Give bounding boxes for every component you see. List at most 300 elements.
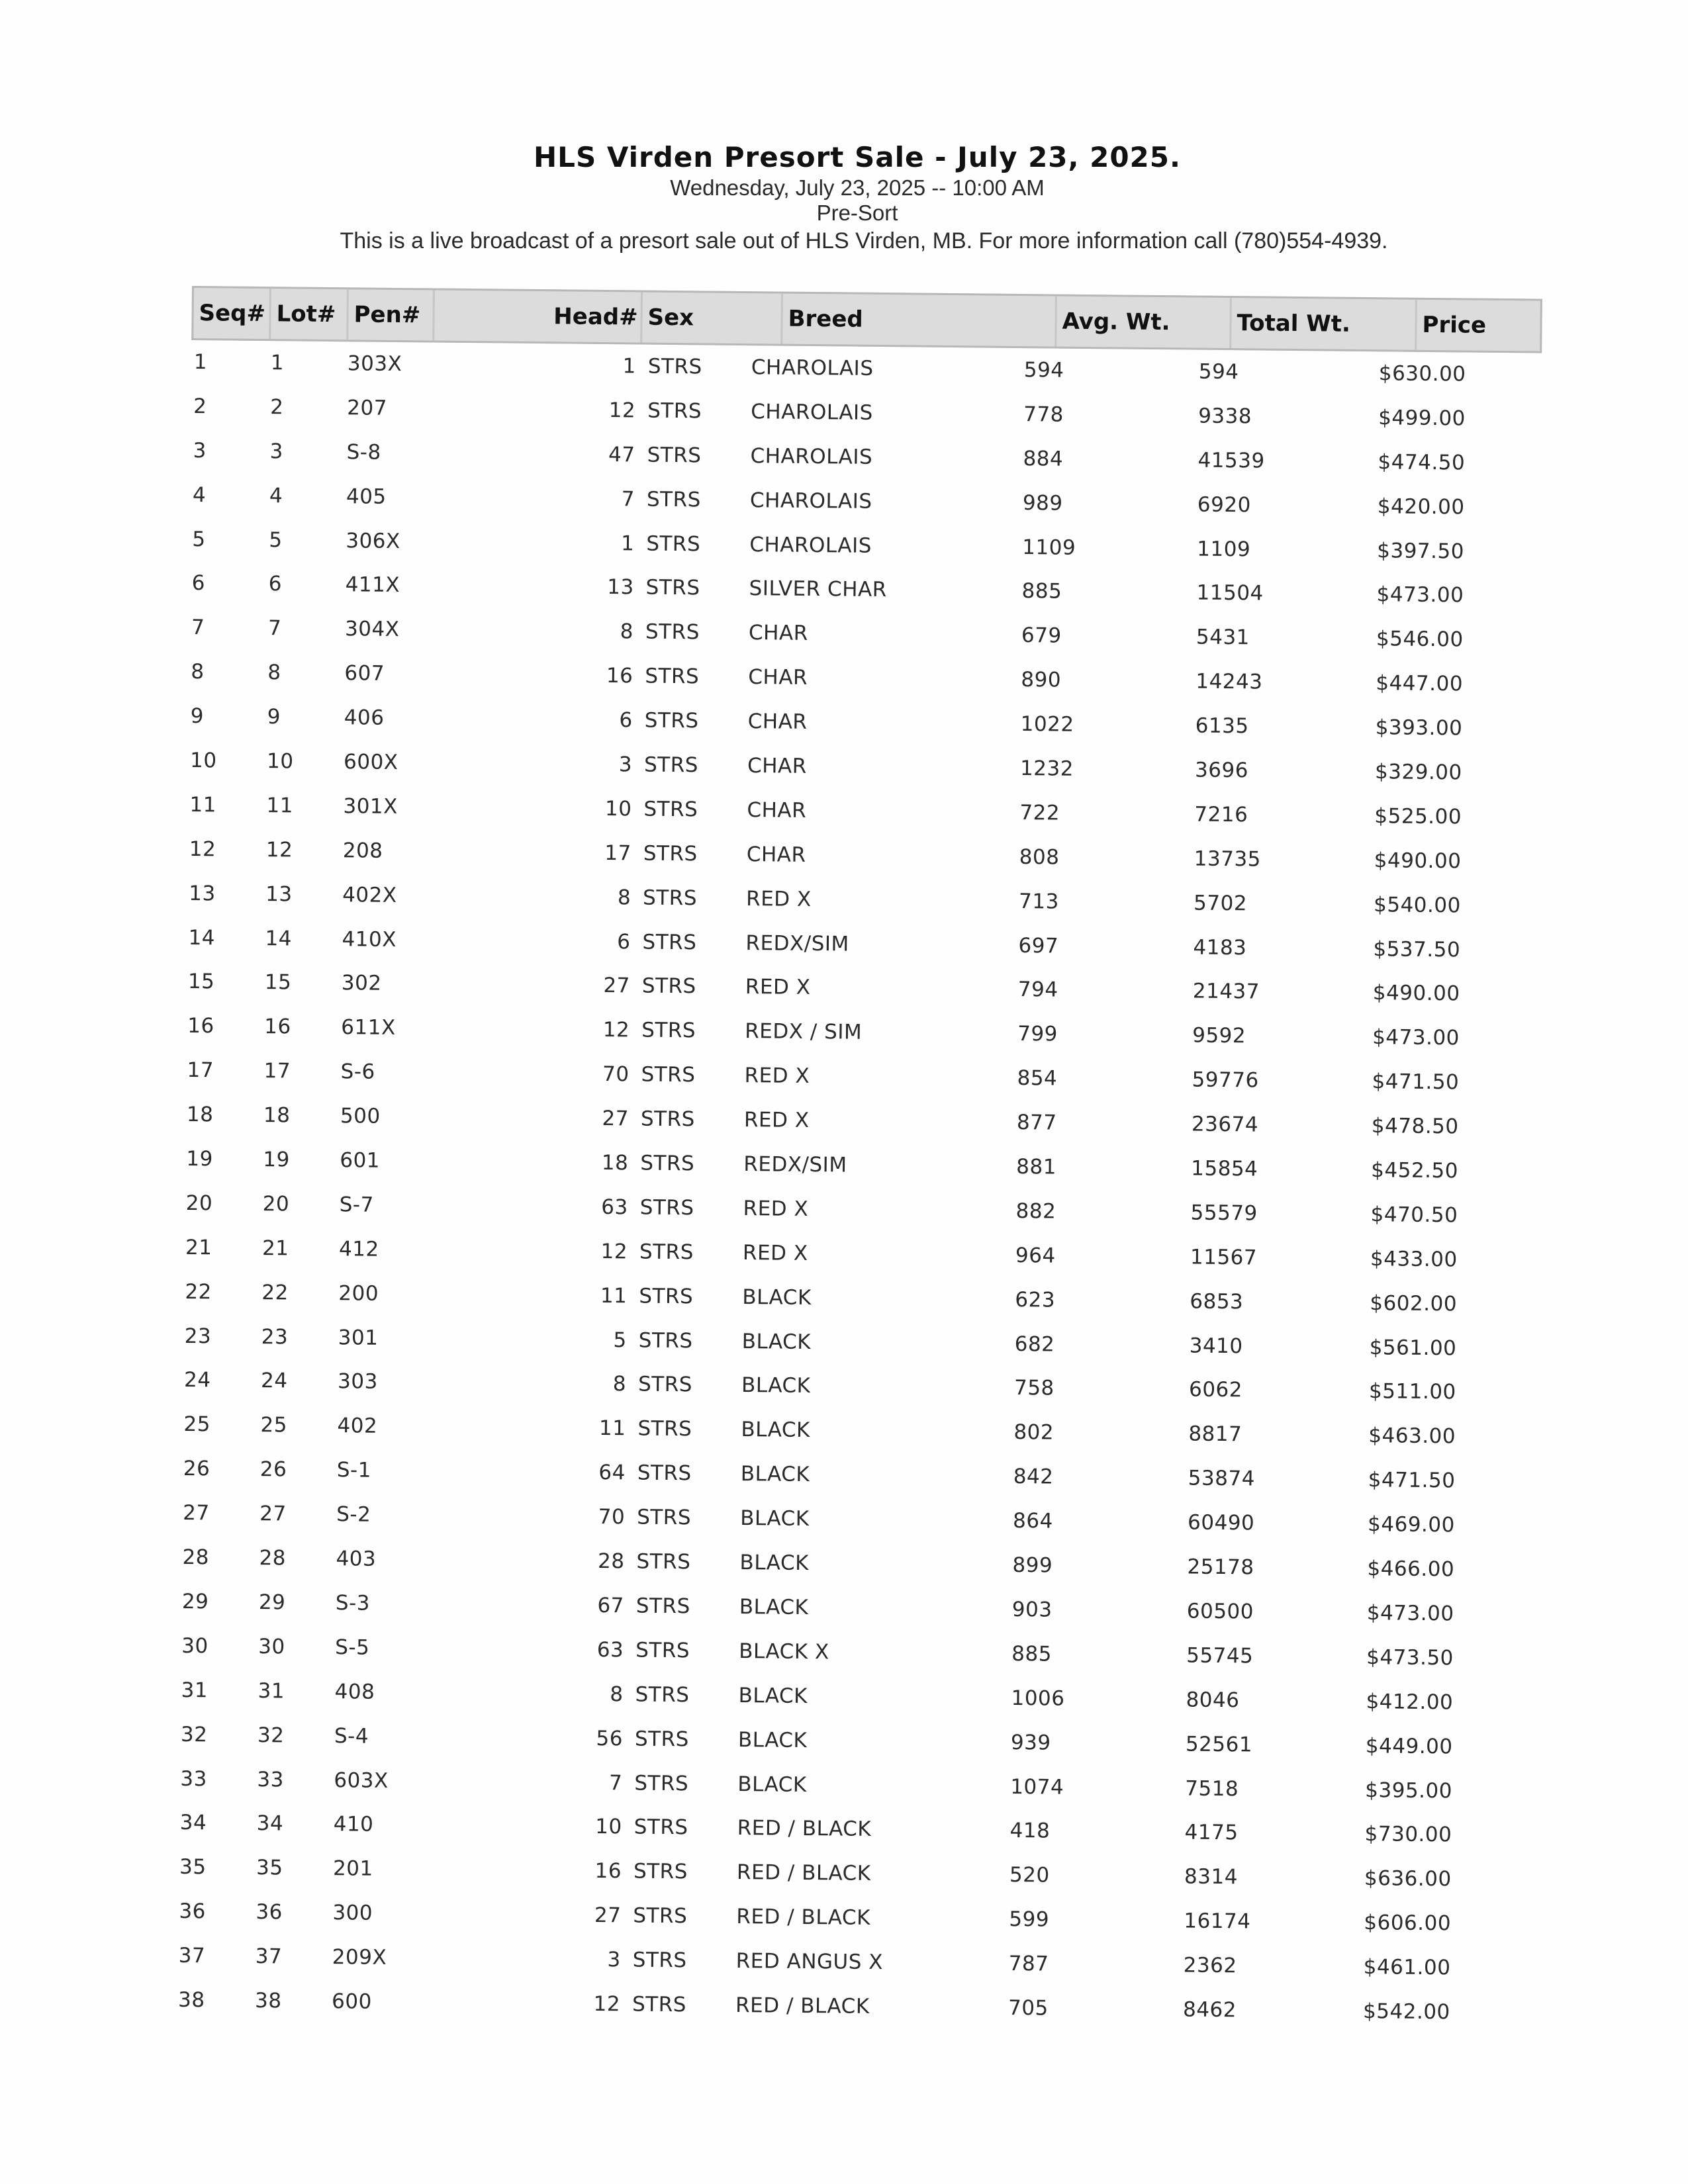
lot-cell: 35 — [256, 1856, 283, 1880]
sex-cell: STRS — [647, 398, 702, 424]
column-header-sex: Sex — [642, 293, 783, 344]
avg-weight-cell: 884 — [1023, 446, 1064, 471]
price-cell: $730.00 — [1364, 1822, 1452, 1847]
head-count-cell: 70 — [602, 1062, 630, 1087]
avg-weight-cell: 787 — [1008, 1952, 1049, 1976]
price-cell: $473.00 — [1366, 1601, 1454, 1626]
seq-cell: 28 — [182, 1545, 210, 1570]
seq-cell: 3 — [193, 438, 207, 463]
price-cell: $473.00 — [1372, 1025, 1460, 1050]
pen-cell: 607 — [344, 661, 385, 686]
price-cell: $433.00 — [1370, 1246, 1458, 1272]
pen-cell: S-1 — [336, 1458, 372, 1482]
pen-cell: 601 — [340, 1148, 381, 1173]
price-cell: $471.50 — [1368, 1468, 1456, 1493]
lot-cell: 37 — [255, 1944, 283, 1969]
breed-cell: REDX / SIM — [745, 1019, 863, 1045]
seq-cell: 21 — [185, 1235, 212, 1260]
avg-weight-cell: 885 — [1011, 1641, 1053, 1666]
breed-cell: BLACK — [740, 1462, 810, 1487]
price-cell: $602.00 — [1370, 1291, 1458, 1316]
column-header-avg-wt: Avg. Wt. — [1056, 296, 1232, 349]
head-count-cell: 64 — [598, 1461, 626, 1485]
price-cell: $469.00 — [1367, 1512, 1455, 1537]
total-weight-cell: 6062 — [1188, 1378, 1243, 1402]
pen-cell: 611X — [341, 1015, 396, 1040]
avg-weight-cell: 903 — [1011, 1597, 1053, 1622]
price-cell: $397.50 — [1377, 538, 1465, 564]
sex-cell: STRS — [634, 1727, 689, 1751]
pen-cell: S-7 — [339, 1193, 374, 1217]
pen-cell: 600X — [343, 750, 399, 775]
breed-cell: RED X — [743, 1108, 810, 1133]
total-weight-cell: 14243 — [1196, 669, 1263, 694]
total-weight-cell: 11504 — [1196, 581, 1264, 606]
pen-cell: 208 — [342, 839, 383, 863]
lot-cell: 36 — [256, 1900, 283, 1925]
seq-cell: 27 — [183, 1501, 210, 1525]
sex-cell: STRS — [638, 1328, 693, 1353]
avg-weight-cell: 854 — [1017, 1066, 1058, 1091]
breed-cell: RED X — [745, 975, 811, 1000]
sale-description: This is a live broadcast of a presort sale out of HLS Virden, MB. For more information call (780)554-4939. — [340, 228, 1388, 253]
seq-cell: 25 — [183, 1412, 211, 1437]
avg-weight-cell: 1232 — [1019, 756, 1074, 781]
pen-cell: 200 — [338, 1281, 379, 1306]
total-weight-cell: 3410 — [1189, 1334, 1243, 1358]
price-cell: $452.50 — [1371, 1158, 1459, 1183]
total-weight-cell: 4183 — [1193, 935, 1247, 960]
lot-cell: 19 — [263, 1148, 290, 1172]
breed-cell: CHAR — [747, 709, 808, 735]
avg-weight-cell: 520 — [1009, 1863, 1050, 1888]
head-count-cell: 27 — [602, 1107, 630, 1131]
pen-cell: 412 — [338, 1237, 379, 1261]
breed-cell: BLACK — [742, 1285, 812, 1310]
head-count-cell: 10 — [595, 1815, 622, 1839]
seq-cell: 13 — [189, 881, 216, 906]
sex-cell: STRS — [644, 708, 699, 733]
pen-cell: 301X — [343, 794, 399, 819]
total-weight-cell: 6135 — [1195, 713, 1249, 739]
price-cell: $473.50 — [1366, 1645, 1454, 1670]
seq-cell: 9 — [190, 704, 205, 729]
seq-cell: 7 — [191, 615, 205, 640]
sale-results-table — [175, 286, 1542, 2035]
sex-cell: STRS — [633, 1859, 688, 1884]
total-weight-cell: 53874 — [1188, 1466, 1256, 1491]
breed-cell: BLACK — [739, 1594, 809, 1619]
pen-cell: 411X — [345, 572, 400, 598]
breed-cell: SILVER CHAR — [749, 576, 887, 602]
head-count-cell: 12 — [593, 1991, 621, 2017]
pen-cell: 410 — [333, 1812, 374, 1837]
price-cell: $525.00 — [1374, 804, 1462, 829]
price-cell: $636.00 — [1364, 1866, 1452, 1891]
price-cell: $478.50 — [1371, 1114, 1459, 1139]
avg-weight-cell: 682 — [1014, 1332, 1055, 1357]
breed-cell: RED / BLACK — [735, 1993, 870, 2019]
seq-cell: 23 — [184, 1324, 212, 1348]
seq-cell: 35 — [179, 1855, 207, 1880]
sex-cell: STRS — [636, 1505, 692, 1530]
sex-cell: STRS — [647, 443, 702, 468]
pen-cell: 500 — [340, 1104, 381, 1128]
sex-cell: STRS — [633, 1815, 688, 1840]
lot-cell: 18 — [263, 1103, 291, 1128]
total-weight-cell: 9338 — [1198, 404, 1252, 429]
avg-weight-cell: 877 — [1016, 1111, 1057, 1135]
price-cell: $412.00 — [1366, 1689, 1454, 1715]
head-count-cell: 8 — [612, 1372, 627, 1396]
price-cell: $449.00 — [1365, 1733, 1453, 1758]
price-cell: $606.00 — [1364, 1911, 1452, 1936]
total-weight-cell: 6920 — [1197, 492, 1251, 518]
avg-weight-cell: 989 — [1022, 490, 1063, 516]
lot-cell: 24 — [260, 1369, 288, 1393]
pen-cell: 600 — [331, 1989, 372, 2014]
head-count-cell: 6 — [619, 708, 633, 733]
column-header-head: Head# — [434, 291, 643, 343]
price-cell: $474.50 — [1378, 449, 1466, 475]
lot-cell: 38 — [254, 1988, 282, 2013]
seq-cell: 14 — [188, 925, 216, 950]
total-weight-cell: 15854 — [1191, 1156, 1258, 1181]
breed-cell: RED X — [745, 886, 812, 911]
seq-cell: 11 — [189, 792, 217, 817]
lot-cell: 9 — [267, 705, 281, 729]
lot-cell: 31 — [258, 1678, 285, 1704]
avg-weight-cell: 1022 — [1020, 712, 1074, 737]
sex-cell: STRS — [645, 664, 700, 689]
sex-cell: STRS — [645, 619, 700, 645]
head-count-cell: 7 — [608, 1770, 623, 1795]
sex-cell: STRS — [635, 1682, 690, 1707]
sex-cell: STRS — [646, 487, 701, 512]
total-weight-cell: 21437 — [1192, 979, 1260, 1005]
lot-cell: 10 — [266, 749, 294, 774]
lot-cell: 15 — [264, 970, 292, 995]
breed-cell: RED / BLACK — [736, 1905, 871, 1931]
head-count-cell: 56 — [596, 1726, 624, 1751]
avg-weight-cell: 842 — [1013, 1465, 1054, 1489]
sale-date-line: Wednesday, July 23, 2025 -- 10:00 AM — [670, 175, 1045, 200]
head-count-cell: 67 — [597, 1593, 625, 1618]
seq-cell: 5 — [192, 527, 206, 551]
price-cell: $542.00 — [1362, 1999, 1450, 2025]
sex-cell: STRS — [636, 1549, 691, 1574]
avg-weight-cell: 1109 — [1022, 535, 1076, 560]
lot-cell: 21 — [261, 1236, 289, 1261]
breed-cell: CHAR — [747, 754, 807, 778]
avg-weight-cell: 794 — [1017, 978, 1058, 1003]
head-count-cell: 70 — [598, 1505, 626, 1529]
column-header-seq: Seq# — [193, 288, 271, 339]
sex-cell: STRS — [642, 930, 697, 954]
pen-cell: 410X — [342, 927, 397, 952]
head-count-cell: 47 — [608, 442, 635, 467]
pen-cell: 201 — [332, 1856, 373, 1882]
pen-cell: 209X — [332, 1945, 387, 1970]
price-cell: $329.00 — [1374, 760, 1462, 785]
seq-cell: 38 — [177, 1987, 205, 2013]
table-body — [175, 340, 1542, 2035]
avg-weight-cell: 1006 — [1011, 1686, 1065, 1711]
avg-weight-cell: 679 — [1021, 623, 1062, 648]
breed-cell: RED X — [742, 1240, 808, 1265]
lot-cell: 6 — [268, 572, 283, 596]
head-count-cell: 16 — [594, 1859, 622, 1884]
total-weight-cell: 7216 — [1194, 802, 1248, 827]
seq-cell: 8 — [191, 660, 205, 684]
lot-cell: 16 — [264, 1015, 291, 1039]
pen-cell: 303X — [347, 351, 402, 377]
seq-cell: 20 — [185, 1191, 213, 1216]
total-weight-cell: 6853 — [1190, 1289, 1244, 1314]
seq-cell: 6 — [191, 571, 206, 596]
lot-cell: 11 — [266, 794, 294, 818]
total-weight-cell: 5702 — [1193, 891, 1248, 916]
head-count-cell: 63 — [601, 1195, 628, 1220]
pen-cell: 303 — [337, 1369, 378, 1394]
seq-cell: 1 — [193, 350, 208, 375]
avg-weight-cell: 778 — [1023, 402, 1064, 427]
breed-cell: RED X — [744, 1064, 810, 1089]
column-header-pen: Pen# — [348, 289, 435, 340]
lot-cell: 25 — [260, 1413, 288, 1437]
sex-cell: STRS — [634, 1771, 689, 1796]
avg-weight-cell: 799 — [1017, 1022, 1058, 1046]
seq-cell: 22 — [185, 1279, 212, 1304]
seq-cell: 30 — [181, 1633, 209, 1659]
document-title: HLS Virden Presort Sale - July 23, 2025. — [534, 141, 1181, 173]
seq-cell: 26 — [183, 1457, 211, 1481]
head-count-cell: 3 — [607, 1948, 621, 1972]
pen-cell: 402 — [337, 1414, 378, 1439]
price-cell: $546.00 — [1376, 627, 1464, 652]
column-header-breed: Breed — [782, 294, 1057, 347]
breed-cell: RED ANGUS X — [735, 1949, 884, 1975]
total-weight-cell: 9592 — [1192, 1023, 1246, 1048]
head-count-cell: 18 — [601, 1151, 629, 1175]
total-weight-cell: 3696 — [1194, 758, 1249, 783]
seq-cell: 2 — [193, 394, 207, 419]
breed-cell: CHAR — [747, 797, 807, 823]
avg-weight-cell: 964 — [1015, 1243, 1056, 1268]
lot-cell: 5 — [269, 527, 283, 552]
avg-weight-cell: 705 — [1008, 1995, 1049, 2021]
sex-cell: STRS — [633, 1903, 688, 1929]
sex-cell: STRS — [640, 1107, 695, 1132]
total-weight-cell: 25178 — [1187, 1555, 1254, 1580]
total-weight-cell: 8817 — [1188, 1422, 1243, 1447]
breed-cell: BLACK — [739, 1551, 810, 1576]
price-cell: $540.00 — [1373, 892, 1461, 918]
lot-cell: 29 — [258, 1590, 286, 1615]
sex-cell: STRS — [643, 752, 699, 778]
pen-cell: S-4 — [334, 1723, 369, 1749]
total-weight-cell: 11567 — [1190, 1245, 1258, 1270]
total-weight-cell: 55745 — [1186, 1643, 1254, 1668]
head-count-cell: 1 — [622, 354, 637, 379]
avg-weight-cell: 882 — [1015, 1199, 1056, 1224]
breed-cell: CHAROLAIS — [750, 443, 873, 469]
sex-cell: STRS — [641, 1062, 696, 1087]
total-weight-cell: 8462 — [1182, 1997, 1237, 2023]
lot-cell: 13 — [265, 882, 293, 907]
price-cell: $463.00 — [1368, 1424, 1456, 1449]
breed-cell: BLACK — [741, 1418, 811, 1443]
breed-cell: CHAROLAIS — [751, 400, 874, 425]
total-weight-cell: 8046 — [1186, 1688, 1240, 1713]
lot-cell: 27 — [259, 1502, 287, 1526]
sex-cell: STRS — [645, 576, 700, 600]
sex-cell: STRS — [632, 1948, 687, 1973]
avg-weight-cell: 864 — [1012, 1509, 1053, 1533]
avg-weight-cell: 623 — [1015, 1287, 1056, 1312]
total-weight-cell: 41539 — [1197, 448, 1265, 473]
pen-cell: 302 — [341, 971, 382, 996]
avg-weight-cell: 885 — [1021, 579, 1062, 604]
total-weight-cell: 60500 — [1186, 1599, 1254, 1624]
avg-weight-cell: 939 — [1010, 1730, 1051, 1755]
sex-cell: STRS — [643, 841, 698, 866]
head-count-cell: 27 — [603, 974, 631, 998]
price-cell: $447.00 — [1376, 671, 1464, 696]
lot-cell: 14 — [265, 926, 293, 951]
pen-cell: 408 — [334, 1679, 375, 1704]
price-cell: $630.00 — [1378, 361, 1466, 387]
breed-cell: REDX/SIM — [745, 931, 849, 956]
total-weight-cell: 23674 — [1191, 1112, 1259, 1137]
sex-cell: STRS — [637, 1461, 692, 1486]
seq-cell: 4 — [192, 482, 207, 507]
head-count-cell: 27 — [594, 1903, 622, 1928]
sex-cell: STRS — [639, 1240, 694, 1265]
head-count-cell: 5 — [613, 1328, 627, 1352]
head-count-cell: 8 — [617, 885, 632, 910]
lot-cell: 1 — [270, 351, 285, 375]
sex-cell: STRS — [640, 1151, 695, 1176]
seq-cell: 37 — [178, 1943, 206, 1968]
pen-cell: 300 — [332, 1901, 373, 1925]
sex-cell: STRS — [632, 1992, 687, 2017]
breed-cell: BLACK — [741, 1329, 812, 1354]
lot-cell: 28 — [259, 1546, 287, 1570]
avg-weight-cell: 802 — [1013, 1420, 1055, 1445]
head-count-cell: 17 — [604, 841, 632, 866]
lot-cell: 3 — [269, 439, 284, 464]
breed-cell: BLACK — [741, 1373, 811, 1398]
price-cell: $499.00 — [1378, 406, 1466, 431]
total-weight-cell: 52561 — [1185, 1732, 1253, 1757]
breed-cell: CHAROLAIS — [749, 488, 872, 514]
avg-weight-cell: 697 — [1018, 933, 1059, 958]
head-count-cell: 28 — [597, 1549, 625, 1574]
head-count-cell: 8 — [620, 619, 634, 644]
breed-cell: BLACK — [738, 1683, 808, 1708]
lot-cell: 17 — [263, 1059, 291, 1083]
seq-cell: 24 — [183, 1368, 211, 1392]
seq-cell: 16 — [187, 1014, 214, 1038]
lot-cell: 33 — [257, 1767, 284, 1792]
price-cell: $561.00 — [1369, 1335, 1457, 1361]
pen-cell: 306X — [346, 528, 400, 553]
seq-cell: 36 — [179, 1899, 207, 1924]
price-cell: $490.00 — [1372, 981, 1460, 1006]
total-weight-cell: 55579 — [1190, 1201, 1258, 1226]
lot-cell: 34 — [256, 1811, 284, 1836]
pen-cell: S-3 — [335, 1591, 371, 1615]
head-count-cell: 8 — [610, 1682, 624, 1707]
lot-cell: 2 — [270, 395, 284, 420]
sex-cell: STRS — [643, 797, 698, 822]
total-weight-cell: 16174 — [1184, 1909, 1251, 1934]
breed-cell: CHAR — [748, 665, 808, 690]
price-cell: $461.00 — [1363, 1955, 1451, 1980]
seq-cell: 33 — [180, 1766, 207, 1791]
breed-cell: BLACK X — [739, 1639, 829, 1664]
breed-cell: BLACK — [739, 1506, 810, 1531]
avg-weight-cell: 722 — [1019, 800, 1060, 825]
seq-cell: 17 — [187, 1058, 214, 1083]
sex-cell: STRS — [642, 886, 698, 911]
column-header-lot: Lot# — [271, 289, 349, 340]
total-weight-cell: 4175 — [1184, 1820, 1239, 1845]
pen-cell: 207 — [347, 396, 388, 420]
breed-cell: CHAR — [748, 621, 808, 646]
avg-weight-cell: 713 — [1018, 889, 1059, 914]
total-weight-cell: 2362 — [1183, 1953, 1237, 1978]
head-count-cell: 10 — [604, 796, 632, 821]
price-cell: $490.00 — [1374, 848, 1462, 874]
lot-cell: 22 — [261, 1280, 289, 1305]
head-count-cell: 6 — [617, 929, 631, 954]
head-count-cell: 11 — [598, 1416, 626, 1441]
pen-cell: 402X — [342, 882, 397, 907]
total-weight-cell: 60490 — [1187, 1510, 1255, 1535]
seq-cell: 34 — [179, 1811, 207, 1835]
seq-cell: 18 — [186, 1103, 214, 1127]
avg-weight-cell: 418 — [1009, 1819, 1051, 1843]
avg-weight-cell: 881 — [1016, 1155, 1057, 1179]
price-cell: $511.00 — [1368, 1379, 1456, 1404]
lot-cell: 12 — [265, 837, 293, 862]
sale-type: Pre-Sort — [816, 201, 898, 225]
pen-cell: S-6 — [340, 1060, 375, 1084]
avg-weight-cell: 808 — [1019, 844, 1060, 870]
sex-cell: STRS — [639, 1284, 694, 1309]
sex-cell: STRS — [637, 1373, 693, 1397]
head-count-cell: 13 — [607, 575, 634, 600]
breed-cell: CHAR — [746, 842, 806, 867]
breed-cell: CHAROLAIS — [751, 355, 874, 381]
avg-weight-cell: 599 — [1009, 1907, 1050, 1932]
sex-cell: STRS — [641, 974, 696, 999]
head-count-cell: 12 — [602, 1018, 630, 1042]
seq-cell: 19 — [186, 1147, 213, 1171]
total-weight-cell: 1109 — [1197, 537, 1251, 561]
total-weight-cell: 13735 — [1194, 846, 1262, 872]
price-cell: $473.00 — [1376, 582, 1464, 608]
head-count-cell: 12 — [600, 1239, 628, 1264]
lot-cell: 20 — [262, 1192, 290, 1216]
total-weight-cell: 7518 — [1185, 1776, 1239, 1801]
pen-cell: 301 — [338, 1325, 379, 1350]
seq-cell: 10 — [189, 749, 217, 773]
breed-cell: RED / BLACK — [736, 1860, 871, 1886]
breed-cell: CHAROLAIS — [749, 532, 872, 558]
